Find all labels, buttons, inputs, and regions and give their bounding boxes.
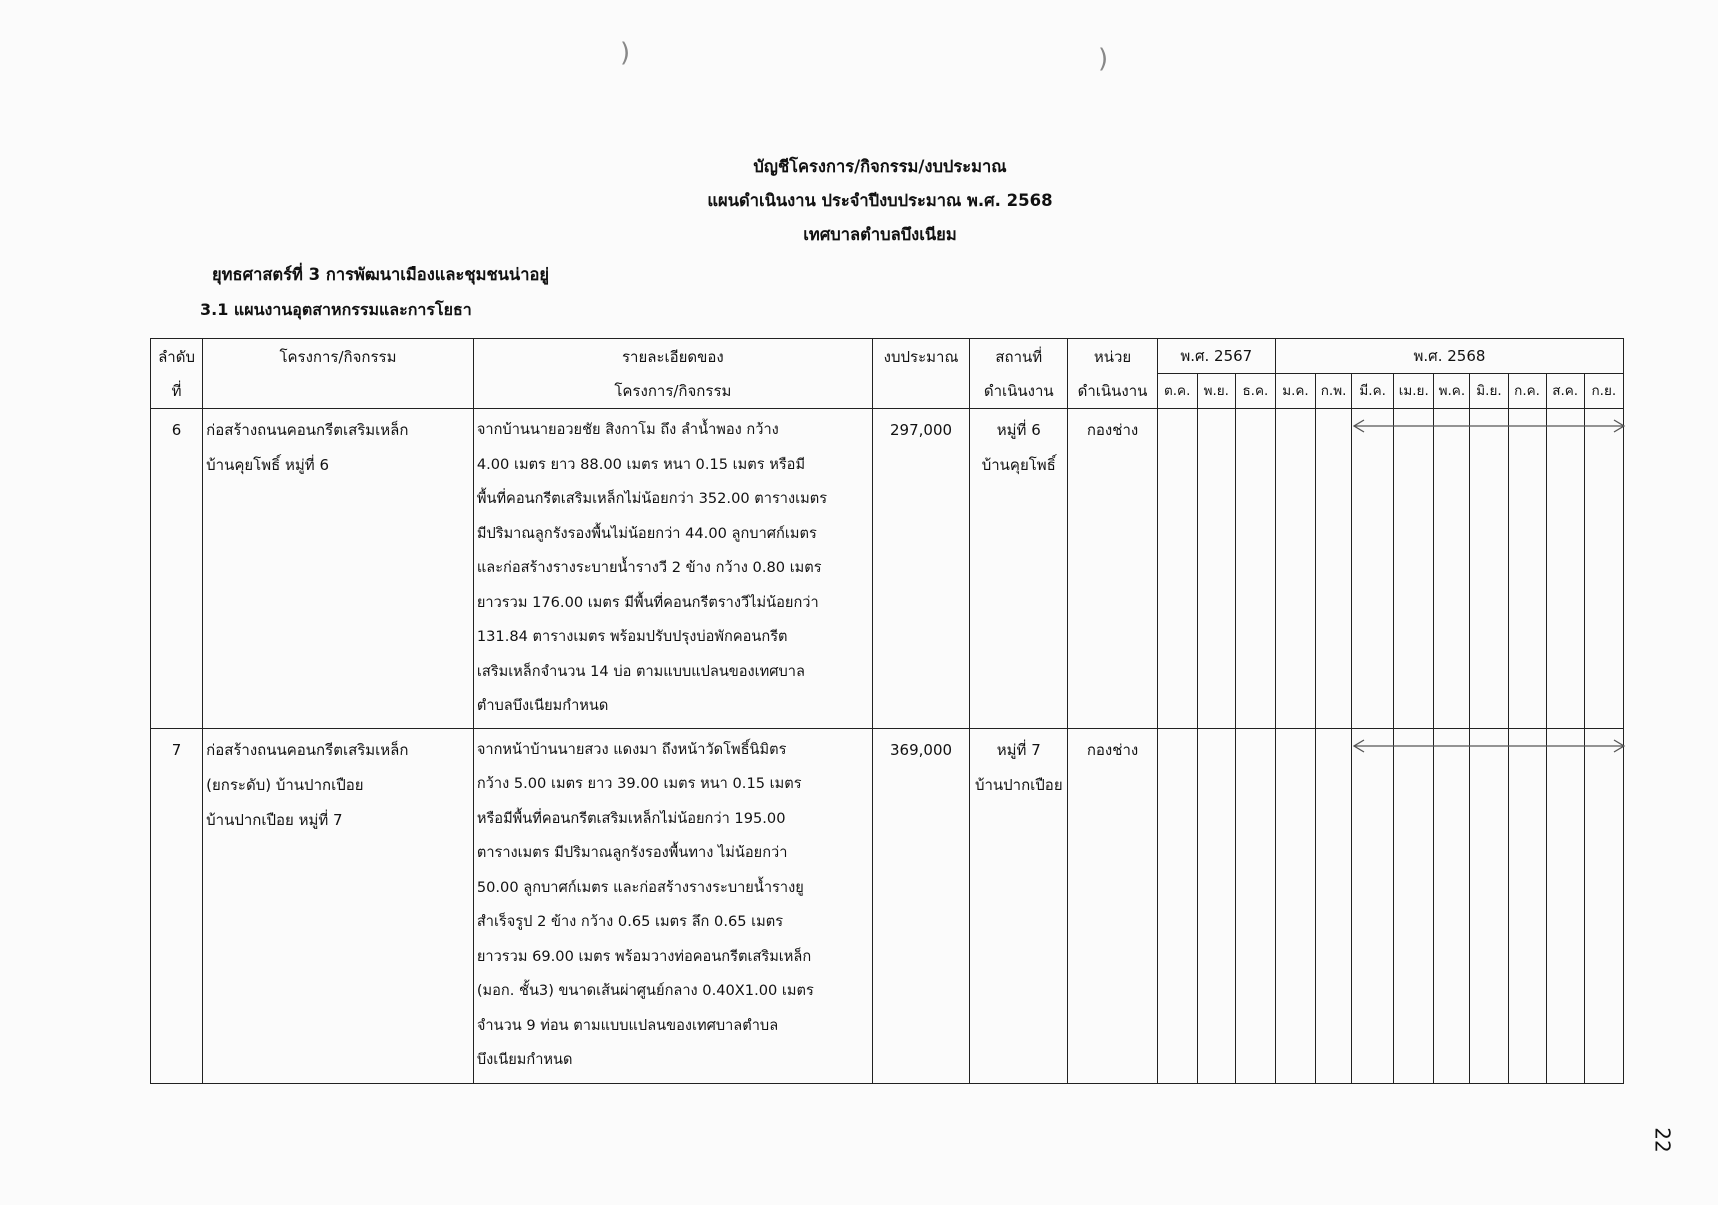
month-header: ธ.ค.	[1235, 374, 1275, 409]
month-cell	[1470, 728, 1508, 1083]
punch-hole-mark-right: )	[1098, 44, 1109, 74]
month-header: พ.ย.	[1197, 374, 1235, 409]
month-cell	[1316, 409, 1352, 729]
month-cell	[1157, 409, 1197, 729]
project-details: จากหน้าบ้านนายสวง แดงมา ถึงหน้าวัดโพธิ์นิมิตร กว้าง 5.00 เมตร ยาว 39.00 เมตร หนา 0.15 เมตร หรือมีพื้นที่คอนกรีตเสริมเหล็กไม่น้อยกว่า 195.00 ตารางเมตร มีปริมาณลูกรังรองพื้นทาง ไม่น้อยกว่า 50.00 ลูกบาศก์เมตร และก่อสร้างรางระบายน้ำรางยู สำเร็จรูป 2 ข้าง กว้าง 0.65 เมตร ลึก 0.65 เมตร ยาวรวม 69.00 เมตร พร้อมวางท่อคอนกรีตเสริมเหล็ก (มอก. ชั้น3) ขนาดเส้นผ่าศูนย์กลาง 0.40X1.00 เมตร จำนวน 9 ท่อน ตามแบบแปลนของเทศบาลตำบล บึงเนียมกำหนด	[473, 728, 872, 1083]
responsible-unit: กองช่าง	[1068, 409, 1157, 729]
month-header: มี.ค.	[1352, 374, 1394, 409]
month-cell	[1235, 409, 1275, 729]
month-cell	[1394, 728, 1434, 1083]
budget-value: 297,000	[872, 409, 969, 729]
month-cell	[1434, 728, 1470, 1083]
header-year-2568: พ.ศ. 2568	[1275, 339, 1623, 374]
page-number: 22	[1650, 1127, 1675, 1153]
document-title: บัญชีโครงการ/กิจกรรม/งบประมาณ	[753, 157, 1007, 176]
month-cell	[1197, 409, 1235, 729]
month-cell	[1275, 728, 1315, 1083]
month-header: ก.พ.	[1316, 374, 1352, 409]
month-cell	[1508, 409, 1546, 729]
project-name: ก่อสร้างถนนคอนกรีตเสริมเหล็ก บ้านคุยโพธิ์ หมู่ที่ 6	[203, 409, 474, 729]
project-name: ก่อสร้างถนนคอนกรีตเสริมเหล็ก (ยกระดับ) บ้านปากเปือย บ้านปากเปือย หมู่ที่ 7	[203, 728, 474, 1083]
month-cell	[1352, 409, 1394, 729]
document-subtitle: แผนดำเนินงาน ประจำปีงบประมาณ พ.ศ. 2568	[707, 191, 1053, 210]
month-cell	[1508, 728, 1546, 1083]
budget-value: 369,000	[872, 728, 969, 1083]
organization-name: เทศบาลตำบลบึงเนียม	[803, 225, 957, 244]
project-details: จากบ้านนายอวยชัย สิงกาโม ถึง ลำน้ำพอง กว้าง 4.00 เมตร ยาว 88.00 เมตร หนา 0.15 เมตร หรือมี พื้นที่คอนกรีตเสริมเหล็กไม่น้อยกว่า 352.00 ตารางเมตร มีปริมาณลูกรังรองพื้นไม่น้อยกว่า 44.00 ลูกบาศก์เมตร และก่อสร้างรางระบายน้ำรางวี 2 ข้าง กว้าง 0.80 เมตร ยาวรวม 176.00 เมตร มีพื้นที่คอนกรีตรางวีไม่น้อยกว่า 131.84 ตารางเมตร พร้อมปรับปรุงบ่อพักคอนกรีต เสริมเหล็กจำนวน 14 บ่อ ตามแบบแปลนของเทศบาล ตำบลบึงเนียมกำหนด	[473, 409, 872, 729]
month-header: ม.ค.	[1275, 374, 1315, 409]
month-cell	[1546, 409, 1584, 729]
month-header: ส.ค.	[1546, 374, 1584, 409]
header-unit: หน่วย ดำเนินงาน	[1068, 339, 1157, 409]
plan-heading: 3.1 แผนงานอุตสาหกรรมและการโยธา	[200, 300, 472, 319]
header-project: โครงการ/กิจกรรม	[203, 339, 474, 409]
month-cell	[1275, 409, 1315, 729]
month-header: พ.ค.	[1434, 374, 1470, 409]
month-cell	[1584, 409, 1623, 729]
month-header: ต.ค.	[1157, 374, 1197, 409]
project-table	[150, 338, 1624, 1084]
month-cell	[1157, 728, 1197, 1083]
month-cell	[1394, 409, 1434, 729]
header-year-2567: พ.ศ. 2567	[1157, 339, 1275, 374]
month-cell	[1584, 728, 1623, 1083]
table-header-row-1	[151, 339, 1624, 374]
header-details: รายละเอียดของ โครงการ/กิจกรรม	[473, 339, 872, 409]
responsible-unit: กองช่าง	[1068, 728, 1157, 1083]
month-header: เม.ย.	[1394, 374, 1434, 409]
month-cell	[1316, 728, 1352, 1083]
month-header: ก.ย.	[1584, 374, 1623, 409]
month-cell	[1352, 728, 1394, 1083]
header-no: ลำดับ ที่	[151, 339, 203, 409]
location: หมู่ที่ 7 บ้านปากเปือย	[970, 728, 1068, 1083]
month-header: มิ.ย.	[1470, 374, 1508, 409]
month-cell	[1235, 728, 1275, 1083]
punch-hole-mark-left: )	[620, 38, 631, 68]
table-row	[151, 409, 1624, 729]
month-cell	[1470, 409, 1508, 729]
table-row	[151, 728, 1624, 1083]
month-cell	[1434, 409, 1470, 729]
header-location: สถานที่ ดำเนินงาน	[970, 339, 1068, 409]
strategy-heading: ยุทธศาสตร์ที่ 3 การพัฒนาเมืองและชุมชนน่าอยู่	[212, 265, 550, 284]
location: หมู่ที่ 6 บ้านคุยโพธิ์	[970, 409, 1068, 729]
month-cell	[1197, 728, 1235, 1083]
row-number: 7	[151, 728, 203, 1083]
month-cell	[1546, 728, 1584, 1083]
header-budget: งบประมาณ	[872, 339, 969, 409]
row-number: 6	[151, 409, 203, 729]
month-header: ก.ค.	[1508, 374, 1546, 409]
document-titles	[0, 150, 1718, 252]
